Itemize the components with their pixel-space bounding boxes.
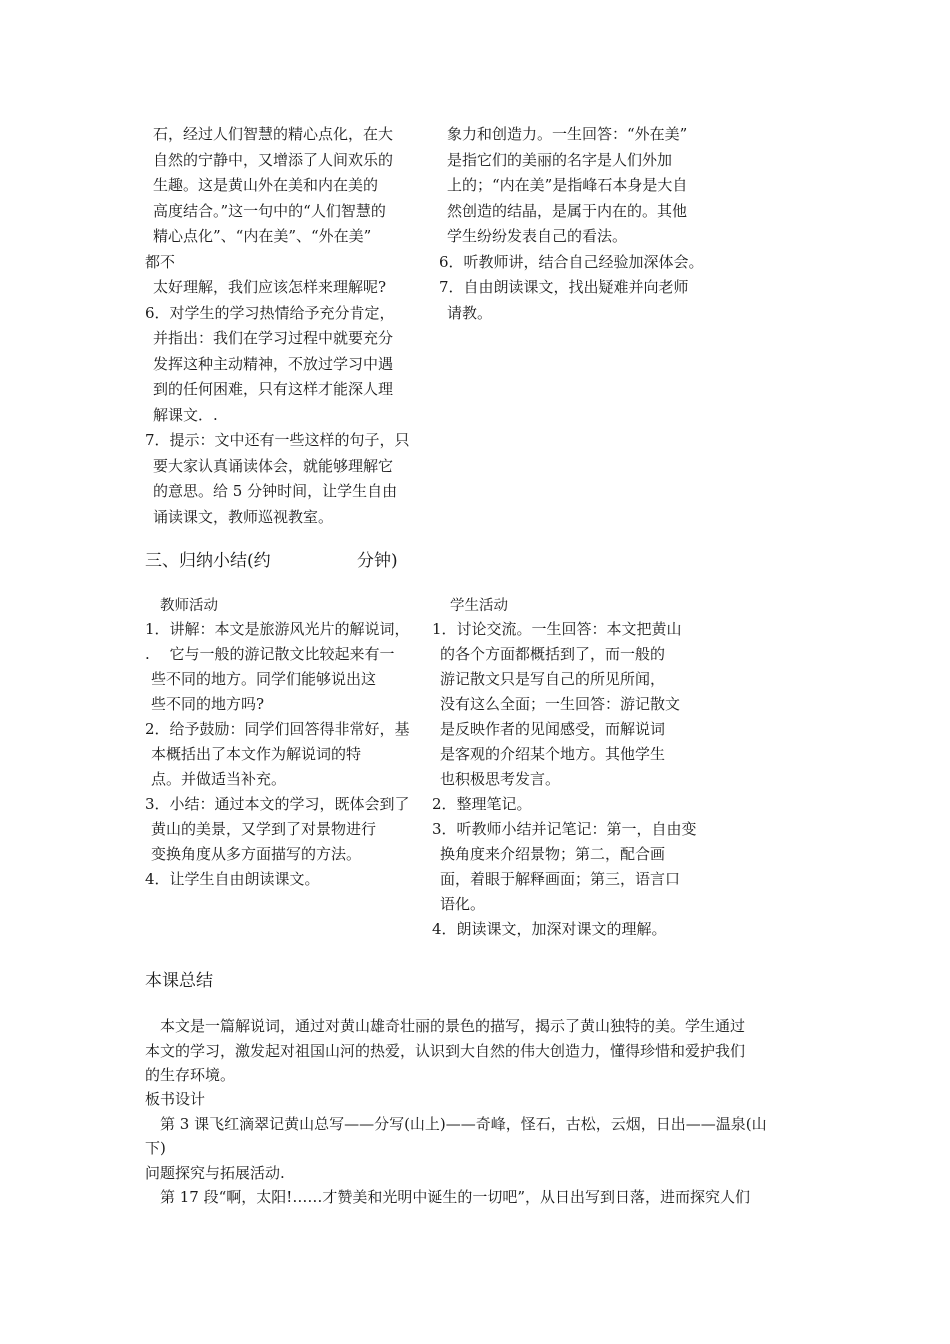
text-line: 的生存环境。 [145,1066,236,1084]
text-line: 请教。 [447,303,493,322]
text-line: 3．听教师小结并记笔记：第一，自由变 [432,820,697,838]
text-line: 然创造的结晶，是属于内在的。其他 [447,201,688,220]
upper-right-column [439,122,739,326]
text-line: 并指出：我们在学习过程中就要充分 [153,329,394,347]
text-line: 是客观的介绍某个地方。其他学生 [440,745,666,763]
text-line: 解课文．. [153,405,218,424]
text-line: 精心点化”、“内在美”、“外在美” [153,227,372,245]
text-line: 7．自由朗读课文，找出疑难并向老师 [439,278,689,296]
text-line: 第 3 课飞红滴翠记黄山总写——分写(山上)——奇峰，怪石，古松，云烟，日出——温泉(山 [145,1114,767,1133]
text-line: 太好理解，我们应该怎样来理解呢? [153,278,387,296]
summary-title: 本课总结 [145,971,213,991]
text-line: 些不同的地方。同学们能够说出这 [151,670,377,688]
text-line: 游记散文只是写自己的所见所闻， [440,670,666,688]
text-line: 的各个方面都概括到了，而一般的 [440,645,666,663]
student-activity-header: 学生活动 [450,598,508,614]
summary-paragraph [145,1014,745,1088]
board-title: 板书设计 [145,1090,206,1108]
text-line: 自然的宁静中，又增添了人间欢乐的 [153,150,394,169]
student-activity-column [432,617,742,942]
text-line: 生趣。这是黄山外在美和内在美的 [153,176,379,194]
board-design-section [145,1087,767,1210]
text-line: 本文是一篇解说词，通过对黄山雄奇壮丽的景色的描写，揭示了黄山独特的美。学生通过 [145,1017,746,1035]
text-line: 石，经过人们智慧的精心点化，在大 [153,125,394,143]
text-line: 象力和创造力。一生回答：“外在美” [447,125,688,143]
text-line: 没有这么全面；一生回答：游记散文 [440,695,681,713]
text-line: 变换角度从多方面描写的方法。 [151,845,362,863]
text-line: . 它与一般的游记散文比较起来有一 [145,645,395,663]
inquiry-title: 问题探究与拓展活动. [145,1163,285,1182]
text-line: 是反映作者的见闻感受，而解说词 [440,720,666,738]
text-line: 黄山的美景，又学到了对景物进行 [151,820,377,838]
text-line: 6．听教师讲，结合自己经验加深体会。 [439,252,704,271]
text-line: 3．小结：通过本文的学习，既体会到了 [145,795,410,813]
text-line: 语化。 [440,895,486,913]
text-line: 都不 [145,252,176,271]
section-heading-suffix: 分钟) [357,551,398,571]
text-line: 下) [145,1139,166,1157]
text-line: 发挥这种主动精神，不放过学习中遇 [153,354,394,373]
text-line: 点。并做适当补充。 [151,770,287,788]
text-line: 是指它们的美丽的名字是人们外加 [447,150,673,169]
text-line: 学生纷纷发表自己的看法。 [447,227,628,245]
text-line: 7．提示：文中还有一些这样的句子，只 [145,431,410,449]
text-line: 2．给予鼓励：同学们回答得非常好，基 [145,720,410,738]
text-line: 第 17 段“啊，太阳!……才赞美和光明中诞生的一切吧”，从日出写到日落，进而探究人们 [145,1188,750,1206]
teacher-activity-column [145,617,445,892]
text-line: 4．让学生自由朗读课文。 [145,870,320,888]
text-line: 本文的学习，激发起对祖国山河的热爱，认识到大自然的伟大创造力，懂得珍惜和爱护我们 [145,1041,746,1060]
text-line: 面，着眼于解释画面；第三，语言口 [440,870,681,888]
text-line: 2．整理笔记。 [432,795,532,813]
text-line: 些不同的地方吗? [151,695,265,713]
text-line: 高度结合。”这一句中的“人们智慧的 [153,201,386,220]
text-line: 6．对学生的学习热情给予充分肯定， [145,303,395,322]
text-line: 诵读课文，教师巡视教室。 [153,507,334,526]
text-line: 的意思。给 5 分钟时间，让学生自由 [153,482,398,500]
section-heading: 三、归纳小结(约 [145,551,271,571]
text-line: 4．朗读课文，加深对课文的理解。 [432,920,667,938]
text-line: 本概括出了本文作为解说词的特 [151,745,362,763]
teacher-activity-header: 教师活动 [160,598,218,614]
text-line: 1．讲解：本文是旅游风光片的解说词， [145,620,410,638]
text-line: 要大家认真诵读体会，就能够理解它 [153,456,394,475]
text-line: 换角度来介绍景物；第二，配合画 [440,845,666,863]
text-line: 也积极思考发言。 [440,770,561,788]
text-line: 1．讨论交流。一生回答：本文把黄山 [432,620,682,638]
upper-left-column [145,122,445,530]
text-line: 到的任何困难，只有这样才能深人理 [153,380,394,398]
text-line: 上的；“内在美”是指峰石本身是大自 [447,176,688,194]
